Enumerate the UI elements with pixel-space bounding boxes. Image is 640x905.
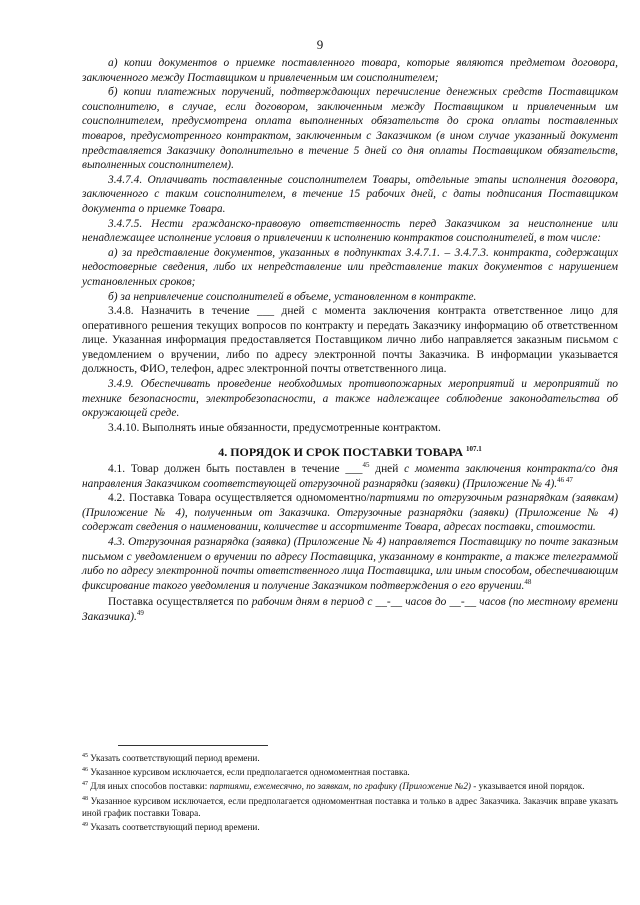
paragraph-a-copies-acceptance: а) копии документов о приемке поставленного товара, которые являются предметом договора, заключенного между Поставщиком и привлеченным им соисполнителем;	[82, 57, 618, 84]
document-body	[82, 56, 618, 625]
footnote-separator	[118, 745, 268, 746]
page-number: 9	[316, 37, 324, 52]
footnote-48: $^{48}$ Указанное курсивом исключается, если предполагается одномоментная поставка и только в адрес Заказчика. Заказчик вправе указать иной график поставки Товара.	[82, 795, 618, 818]
paragraph-4-3: 4.3. Отгрузочная разнарядка (заявка) (Приложение № 4) направляется Поставщику по почте заказным письмом с уведомлением о вручении по адресу Поставщика, указанному в контракте, а также телеграммой либо по адресу электронной почты ответственного лица Поставщика, или иным способом, обеспечивающим фиксирование такого уведомления и получение Заказчиком подтверждения о его вручении.$^{48}$	[82, 536, 618, 592]
footnote-ref-48: 48	[524, 577, 532, 586]
footnotes	[82, 752, 618, 833]
section-heading-text: 4. ПОРЯДОК И СРОК ПОСТАВКИ ТОВАРА	[218, 445, 464, 460]
footnote-47: $^{47}$ Для иных способов поставки: партиями, ежемесячно, по заявкам, по графику (Приложение №2) - указывается иной порядок.	[82, 781, 585, 792]
paragraph-3-4-7-5: 3.4.7.5. Нести гражданско-правовую ответственность перед Заказчиком за неисполнение или ненадлежащее исполнение условия о привлечении к исполнению контрактов соисполнителей, в том числе:	[82, 217, 618, 245]
paragraph-3-4-7-4: 3.4.7.4. Оплачивать поставленные соисполнителем Товары, отдельные этапы исполнения договора, заключенного с таким соисполнителем, в течение 15 рабочих дней, с даты подписания Поставщиком документа о приемке Товара.	[82, 173, 618, 215]
section-heading	[82, 445, 618, 460]
footnote-ref-46-47: 46 47	[557, 475, 573, 484]
paragraph-4-1: 4.1. Товар должен быть поставлен в течение ___$^{45}$ дней с момента заключения контракта/со дня направления Заказчиком соответствующей отгрузочной разнарядки (заявки) (Приложение № 4).$^{46 47}$	[82, 461, 618, 490]
footnote-45: $^{45}$ Указать соответствующий период времени.	[82, 752, 260, 763]
paragraph-3-4-9: 3.4.9. Обеспечивать проведение необходимых противопожарных мероприятий и мероприятий по технике безопасности, электробезопасности, а также надлежащее соблюдение законодательства об окружающей среде.	[82, 378, 618, 420]
paragraph-b-non-involvement: б) за непривлечение соисполнителей в объеме, установленном в контракте.	[108, 290, 477, 303]
paragraph-3-4-10: 3.4.10. Выполнять иные обязанности, предусмотренные контрактом.	[108, 421, 441, 434]
footnote-ref-45: 45	[362, 461, 370, 470]
paragraph-a-documents: а) за представление документов, указанных в подпунктах 3.4.7.1. – 3.4.7.3. контракта, содержащих недостоверные сведения, либо их непредставление или представление таких документов с нарушением установленных сроков;	[82, 246, 618, 288]
heading-footnote-ref: 107.1	[466, 445, 482, 454]
footnote-ref-49: 49	[136, 609, 144, 618]
footnote-49: $^{49}$ Указать соответствующий период времени.	[82, 821, 260, 833]
footnote-46: $^{46}$ Указанное курсивом исключается, если предполагается одномоментная поставка.	[82, 767, 410, 778]
paragraph-delivery-time: Поставка осуществляется по рабочим дням в период с __-__ часов до __-__ часов (по местному времени Заказчика).$^{49}$	[82, 596, 618, 623]
paragraph-4-2: 4.2. Поставка Товара осуществляется одномоментно/партиями по отгрузочным разнарядкам (заявкам) (Приложение № 4), полученным от Заказчика. Отгрузочные разнарядки (заявки) (Приложение № 4) содержат сведения о наименовании, количестве и ассортименте Товара, адресах поставки, стоимости.	[82, 492, 618, 534]
paragraph-3-4-8: 3.4.8. Назначить в течение ___ дней с момента заключения контракта ответственное лицо для оперативного решения текущих вопросов по контракту и передать Заказчику информацию об ответственном лице. Указанная информация предоставляется Поставщиком лично либо направляется заказным письмом с уведомлением о вручении, либо по адресу электронной почты Заказчика. В информации указывается должность, ФИО, телефон, адрес электронной почты ответственного лица.	[82, 305, 618, 376]
paragraph-b-payment-orders: б) копии платежных поручений, подтверждающих перечисление денежных средств Поставщиком соисполнителю, в случае, если договором, заключенным между Поставщиком и привлеченным им соисполнителем, предусмотрена оплата выполненных обязательств до срока оплаты поставленных товаров, предусмотренного контрактом, заключенным с Заказчиком (в ином случае указанный документ представляется Заказчику дополнительно в течение 5 дней со дня оплаты Поставщиком обязательств, выполненных соисполнителем).	[82, 86, 618, 172]
